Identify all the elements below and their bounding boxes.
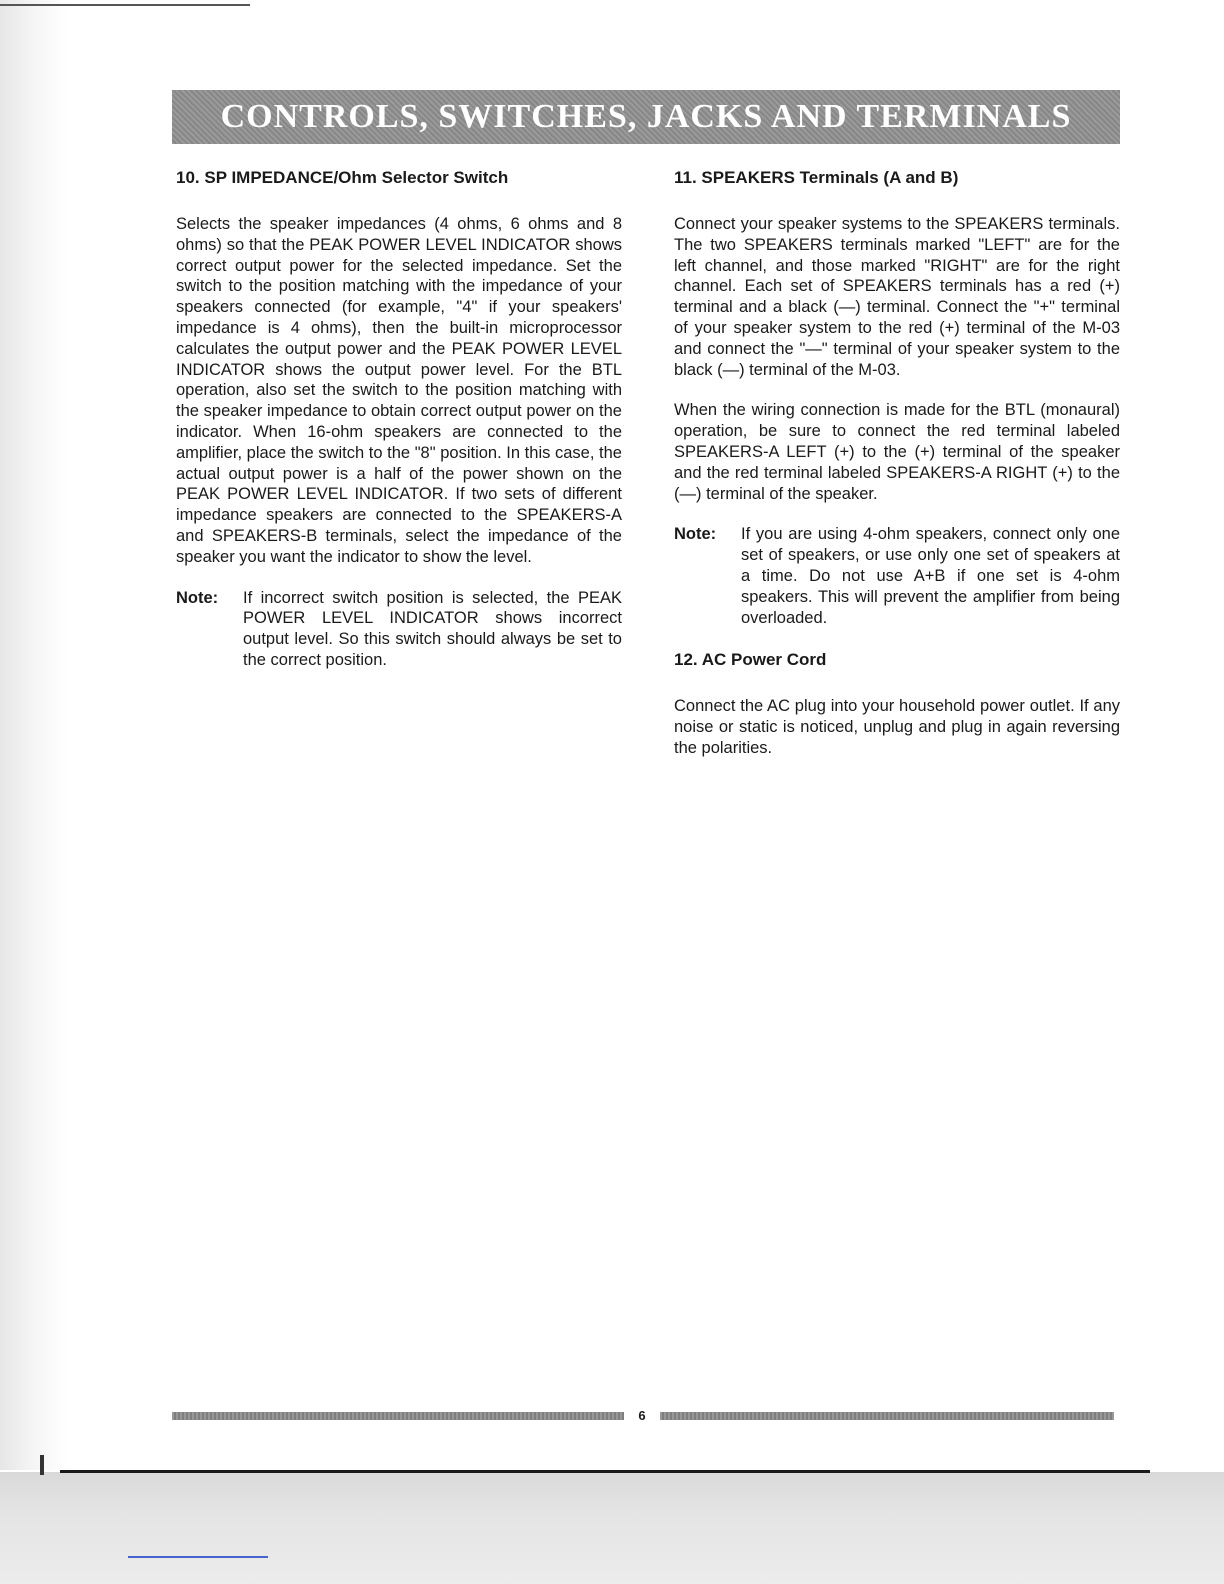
section-10-note xyxy=(176,588,622,671)
note-label: Note: xyxy=(176,588,219,607)
note-text: If you are using 4-ohm speakers, connect only one set of speakers, or use only one set of speakers at a time. Do not use A+B if one set is 4-ohm speakers. This will prevent the amplifier from being overloaded. xyxy=(741,525,1120,627)
scan-bottom-rule xyxy=(60,1470,1150,1473)
footer-bar-left xyxy=(172,1412,624,1420)
note-text: If incorrect switch position is selected, the PEAK POWER LEVEL INDICATOR shows incorrect output level. So this switch should always be set to the correct position. xyxy=(243,588,622,669)
section-10-body: Selects the speaker impedances (4 ohms, 6 ohms and 8 ohms) so that the PEAK POWER LEVEL INDICATOR shows correct output power for the selected impedance. Set the switch to the position matching with the impedance of your speakers connected (for example, "4" if your speakers' impedance is 4 ohms), then the built-in microprocessor calculates the output power and the PEAK POWER LEVEL INDICATOR shows the output power level. For the BTL operation, also set the switch to the position matching with the speaker impedance to obtain correct output power on the indicator. When 16-ohm speakers are connected to the amplifier, place the switch to the "8" position. In this case, the actual output power is a half of the power shown on the PEAK POWER LEVEL INDICATOR. If two sets of different impedance speakers are connected to the SPEAKERS-A and SPEAKERS-B terminals, select the impedance of the speaker you want the indicator to show the level. xyxy=(176,215,622,566)
scan-left-edge xyxy=(0,0,68,1470)
note-label: Note: xyxy=(674,525,717,544)
section-11-body-1: Connect your speaker systems to the SPEAKERS terminals. The two SPEAKERS terminals marked "LEFT" are for the left channel, and those marked "RIGHT" are for the right channel. Each set of SPEAKERS terminals has a red (+) terminal and a black (—) terminal. Connect the "+" terminal of your speaker system to the red (+) terminal of the M-03 and connect the "—" terminal of your speaker system to the black (—) terminal of the M-03. xyxy=(674,215,1120,379)
left-column xyxy=(176,166,622,691)
scan-bottom-mark xyxy=(128,1556,268,1558)
page-title: CONTROLS, SWITCHES, JACKS AND TERMINALS xyxy=(220,98,1072,135)
section-11-body-2: When the wiring connection is made for the BTL (monaural) operation, be sure to connect the red terminal labeled SPEAKERS-A LEFT (+) to the (+) terminal of the speaker and the red terminal labeled SPEAKERS-A RIGHT (+) to the (—) terminal of the speaker. xyxy=(674,401,1120,503)
page-footer xyxy=(172,1410,1114,1422)
section-12-heading: 12. AC Power Cord xyxy=(674,650,827,670)
section-10-heading: 10. SP IMPEDANCE/Ohm Selector Switch xyxy=(176,168,509,187)
title-banner xyxy=(172,90,1120,144)
scan-top-line xyxy=(0,4,250,6)
section-11-note xyxy=(674,524,1120,628)
footer-bar-right xyxy=(660,1412,1114,1420)
right-column xyxy=(674,166,1120,779)
section-12-body: Connect the AC plug into your household power outlet. If any noise or static is noticed, unplug and plug in again reversing the polarities. xyxy=(674,697,1120,757)
page-number: 6 xyxy=(638,1408,646,1423)
scan-bottom-strip xyxy=(0,1472,1224,1584)
section-11-heading: 11. SPEAKERS Terminals (A and B) xyxy=(674,168,959,187)
scan-bottom-tick xyxy=(40,1455,44,1475)
